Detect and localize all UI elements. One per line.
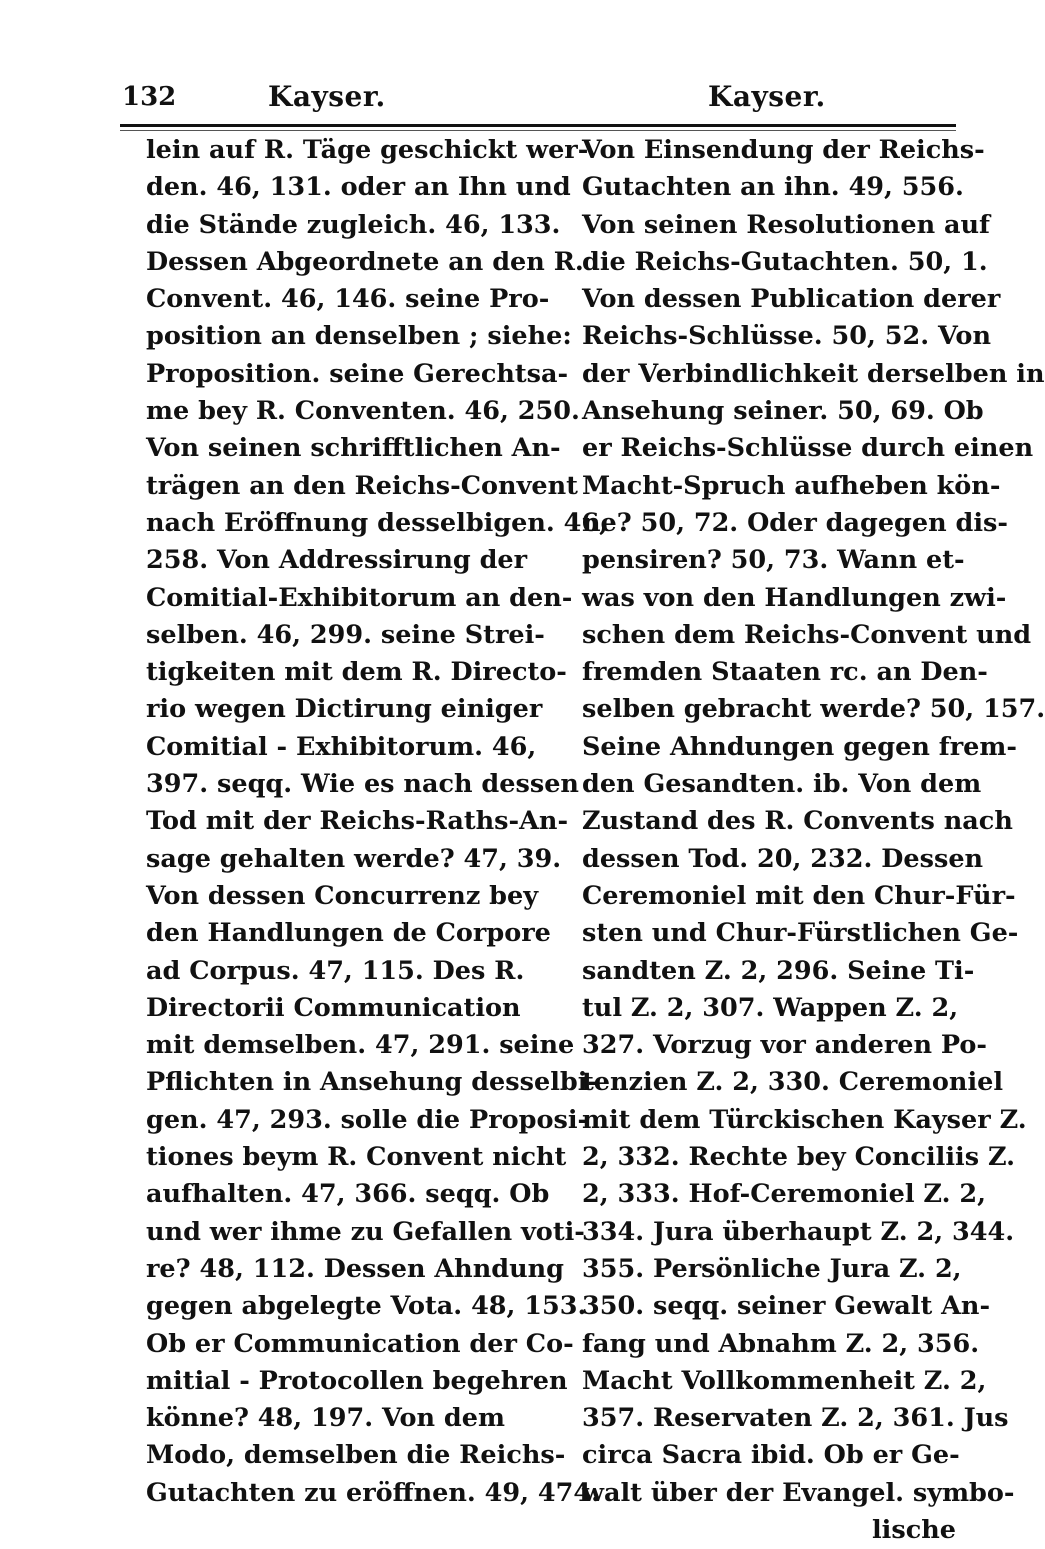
catchword: lische: [871, 1514, 956, 1545]
text-line: die Stände zugleich. 46, 133.: [146, 209, 561, 240]
text-line: tiones beym R. Convent nicht: [146, 1142, 567, 1173]
text-line: Comitial - Exhibitorum. 46,: [146, 731, 537, 762]
text-line: selben. 46, 299. seine Strei-: [146, 619, 545, 650]
text-line: ad Corpus. 47, 115. Des R.: [146, 955, 525, 986]
left-text-column: [146, 132, 609, 1512]
text-line: sandten Z. 2, 296. Seine Ti-: [582, 955, 975, 986]
text-line: den Gesandten. ib. Von dem: [582, 769, 982, 800]
text-line: tigkeiten mit dem R. Directo-: [146, 657, 567, 688]
text-line: den Handlungen de Corpore: [146, 918, 551, 949]
text-line: 258. Von Addressirung der: [146, 545, 528, 576]
text-line: Seine Ahndungen gegen frem-: [582, 731, 1017, 762]
text-line: die Reichs-Gutachten. 50, 1.: [582, 246, 988, 277]
text-line: re? 48, 112. Dessen Ahndung: [146, 1253, 564, 1284]
text-line: und wer ihme zu Gefallen voti-: [146, 1216, 585, 1247]
text-line: lein auf R. Täge geschickt wer-: [146, 135, 589, 165]
text-line: Proposition. seine Gerechtsa-: [146, 358, 569, 389]
text-line: 334. Jura überhaupt Z. 2, 344.: [582, 1216, 1015, 1247]
text-line: Ceremoniel mit den Chur-Für-: [582, 880, 1016, 911]
right-text-column: [582, 132, 1045, 1549]
text-line: sage gehalten werde? 47, 39.: [146, 843, 562, 874]
text-line: selben gebracht werde? 50, 157.: [582, 694, 1045, 725]
text-line: tenzien Z. 2, 330. Ceremoniel: [582, 1067, 1004, 1098]
text-line: Von dessen Concurrenz bey: [146, 880, 539, 911]
text-line: fang und Abnahm Z. 2, 356.: [582, 1328, 980, 1359]
text-line: Macht Vollkommenheit Z. 2,: [582, 1365, 987, 1396]
page-number: 132: [122, 82, 177, 112]
text-line: Ansehung seiner. 50, 69. Ob: [582, 396, 984, 427]
text-line: Von dessen Publication derer: [582, 284, 1001, 315]
right-running-head: Kayser.: [708, 80, 826, 113]
text-line: 357. Reservaten Z. 2, 361. Jus: [582, 1403, 1009, 1434]
text-line: mit demselben. 47, 291. seine: [146, 1030, 575, 1061]
text-line: Pflichten in Ansehung desselbi-: [146, 1067, 599, 1098]
text-line: er Reichs-Schlüsse durch einen: [582, 433, 1034, 464]
text-line: 2, 333. Hof-Ceremoniel Z. 2,: [582, 1179, 986, 1210]
text-line: was von den Handlungen zwi-: [582, 582, 1007, 613]
text-line: Ob er Communication der Co-: [146, 1328, 574, 1359]
text-line: Von Einsendung der Reichs-: [582, 135, 985, 165]
text-line: Reichs-Schlüsse. 50, 52. Von: [582, 321, 991, 352]
text-line: der Verbindlichkeit derselben in: [582, 358, 1045, 389]
header-rule: [120, 124, 956, 127]
text-line: Von seinen Resolutionen auf: [582, 209, 991, 240]
text-line: Modo, demselben die Reichs-: [146, 1440, 566, 1471]
text-line: circa Sacra ibid. Ob er Ge-: [582, 1440, 960, 1471]
text-line: gen. 47, 293. solle die Proposi-: [146, 1104, 589, 1135]
text-line: 397. seqq. Wie es nach dessen: [146, 769, 579, 800]
text-line: Gutachten zu eröffnen. 49, 474.: [146, 1477, 601, 1508]
text-line: pensiren? 50, 73. Wann et-: [582, 545, 965, 576]
text-line: Zustand des R. Convents nach: [582, 806, 1013, 837]
text-line: Von seinen schrifftlichen An-: [146, 433, 561, 464]
text-line: rio wegen Dictirung einiger: [146, 694, 543, 725]
text-line: trägen an den Reichs-Convent: [146, 470, 578, 501]
page-header: [118, 78, 960, 126]
text-line: könne? 48, 197. Von dem: [146, 1403, 505, 1434]
text-line: dessen Tod. 20, 232. Dessen: [582, 843, 984, 874]
text-line: Dessen Abgeordnete an den R.: [146, 246, 584, 277]
text-line: mitial - Protocollen begehren: [146, 1365, 568, 1396]
text-line: Directorii Communication: [146, 992, 521, 1023]
text-line: Comitial-Exhibitorum an den-: [146, 582, 573, 613]
text-line: 350. seqq. seiner Gewalt An-: [582, 1291, 991, 1322]
text-line: 2, 332. Rechte bey Conciliis Z.: [582, 1142, 1015, 1173]
text-line: Macht-Spruch aufheben kön-: [582, 470, 1001, 501]
text-line: Convent. 46, 146. seine Pro-: [146, 284, 550, 315]
text-line: me bey R. Conventen. 46, 250.: [146, 396, 580, 427]
text-line: walt über der Evangel. symbo-: [582, 1477, 1015, 1508]
text-line: Tod mit der Reichs-Raths-An-: [146, 806, 569, 837]
text-line: Gutachten an ihn. 49, 556.: [582, 172, 964, 203]
text-line: 355. Persönliche Jura Z. 2,: [582, 1253, 962, 1284]
text-line: ne? 50, 72. Oder dagegen dis-: [582, 507, 1008, 538]
text-line: mit dem Türckischen Kayser Z.: [582, 1104, 1027, 1135]
text-line: position an denselben ; siehe:: [146, 321, 572, 352]
text-line: aufhalten. 47, 366. seqq. Ob: [146, 1179, 550, 1210]
header-rule-thin: [120, 130, 956, 131]
text-line: fremden Staaten rc. an Den-: [582, 657, 988, 688]
text-line: den. 46, 131. oder an Ihn und: [146, 172, 571, 203]
text-line: sten und Chur-Fürstlichen Ge-: [582, 918, 1019, 949]
text-line: schen dem Reichs-Convent und: [582, 619, 1032, 650]
text-line: gegen abgelegte Vota. 48, 153.: [146, 1291, 587, 1322]
text-line: tul Z. 2, 307. Wappen Z. 2,: [582, 992, 959, 1023]
text-line: nach Eröffnung desselbigen. 46,: [146, 507, 609, 538]
left-running-head: Kayser.: [268, 80, 386, 113]
text-line: 327. Vorzug vor anderen Po-: [582, 1030, 988, 1061]
